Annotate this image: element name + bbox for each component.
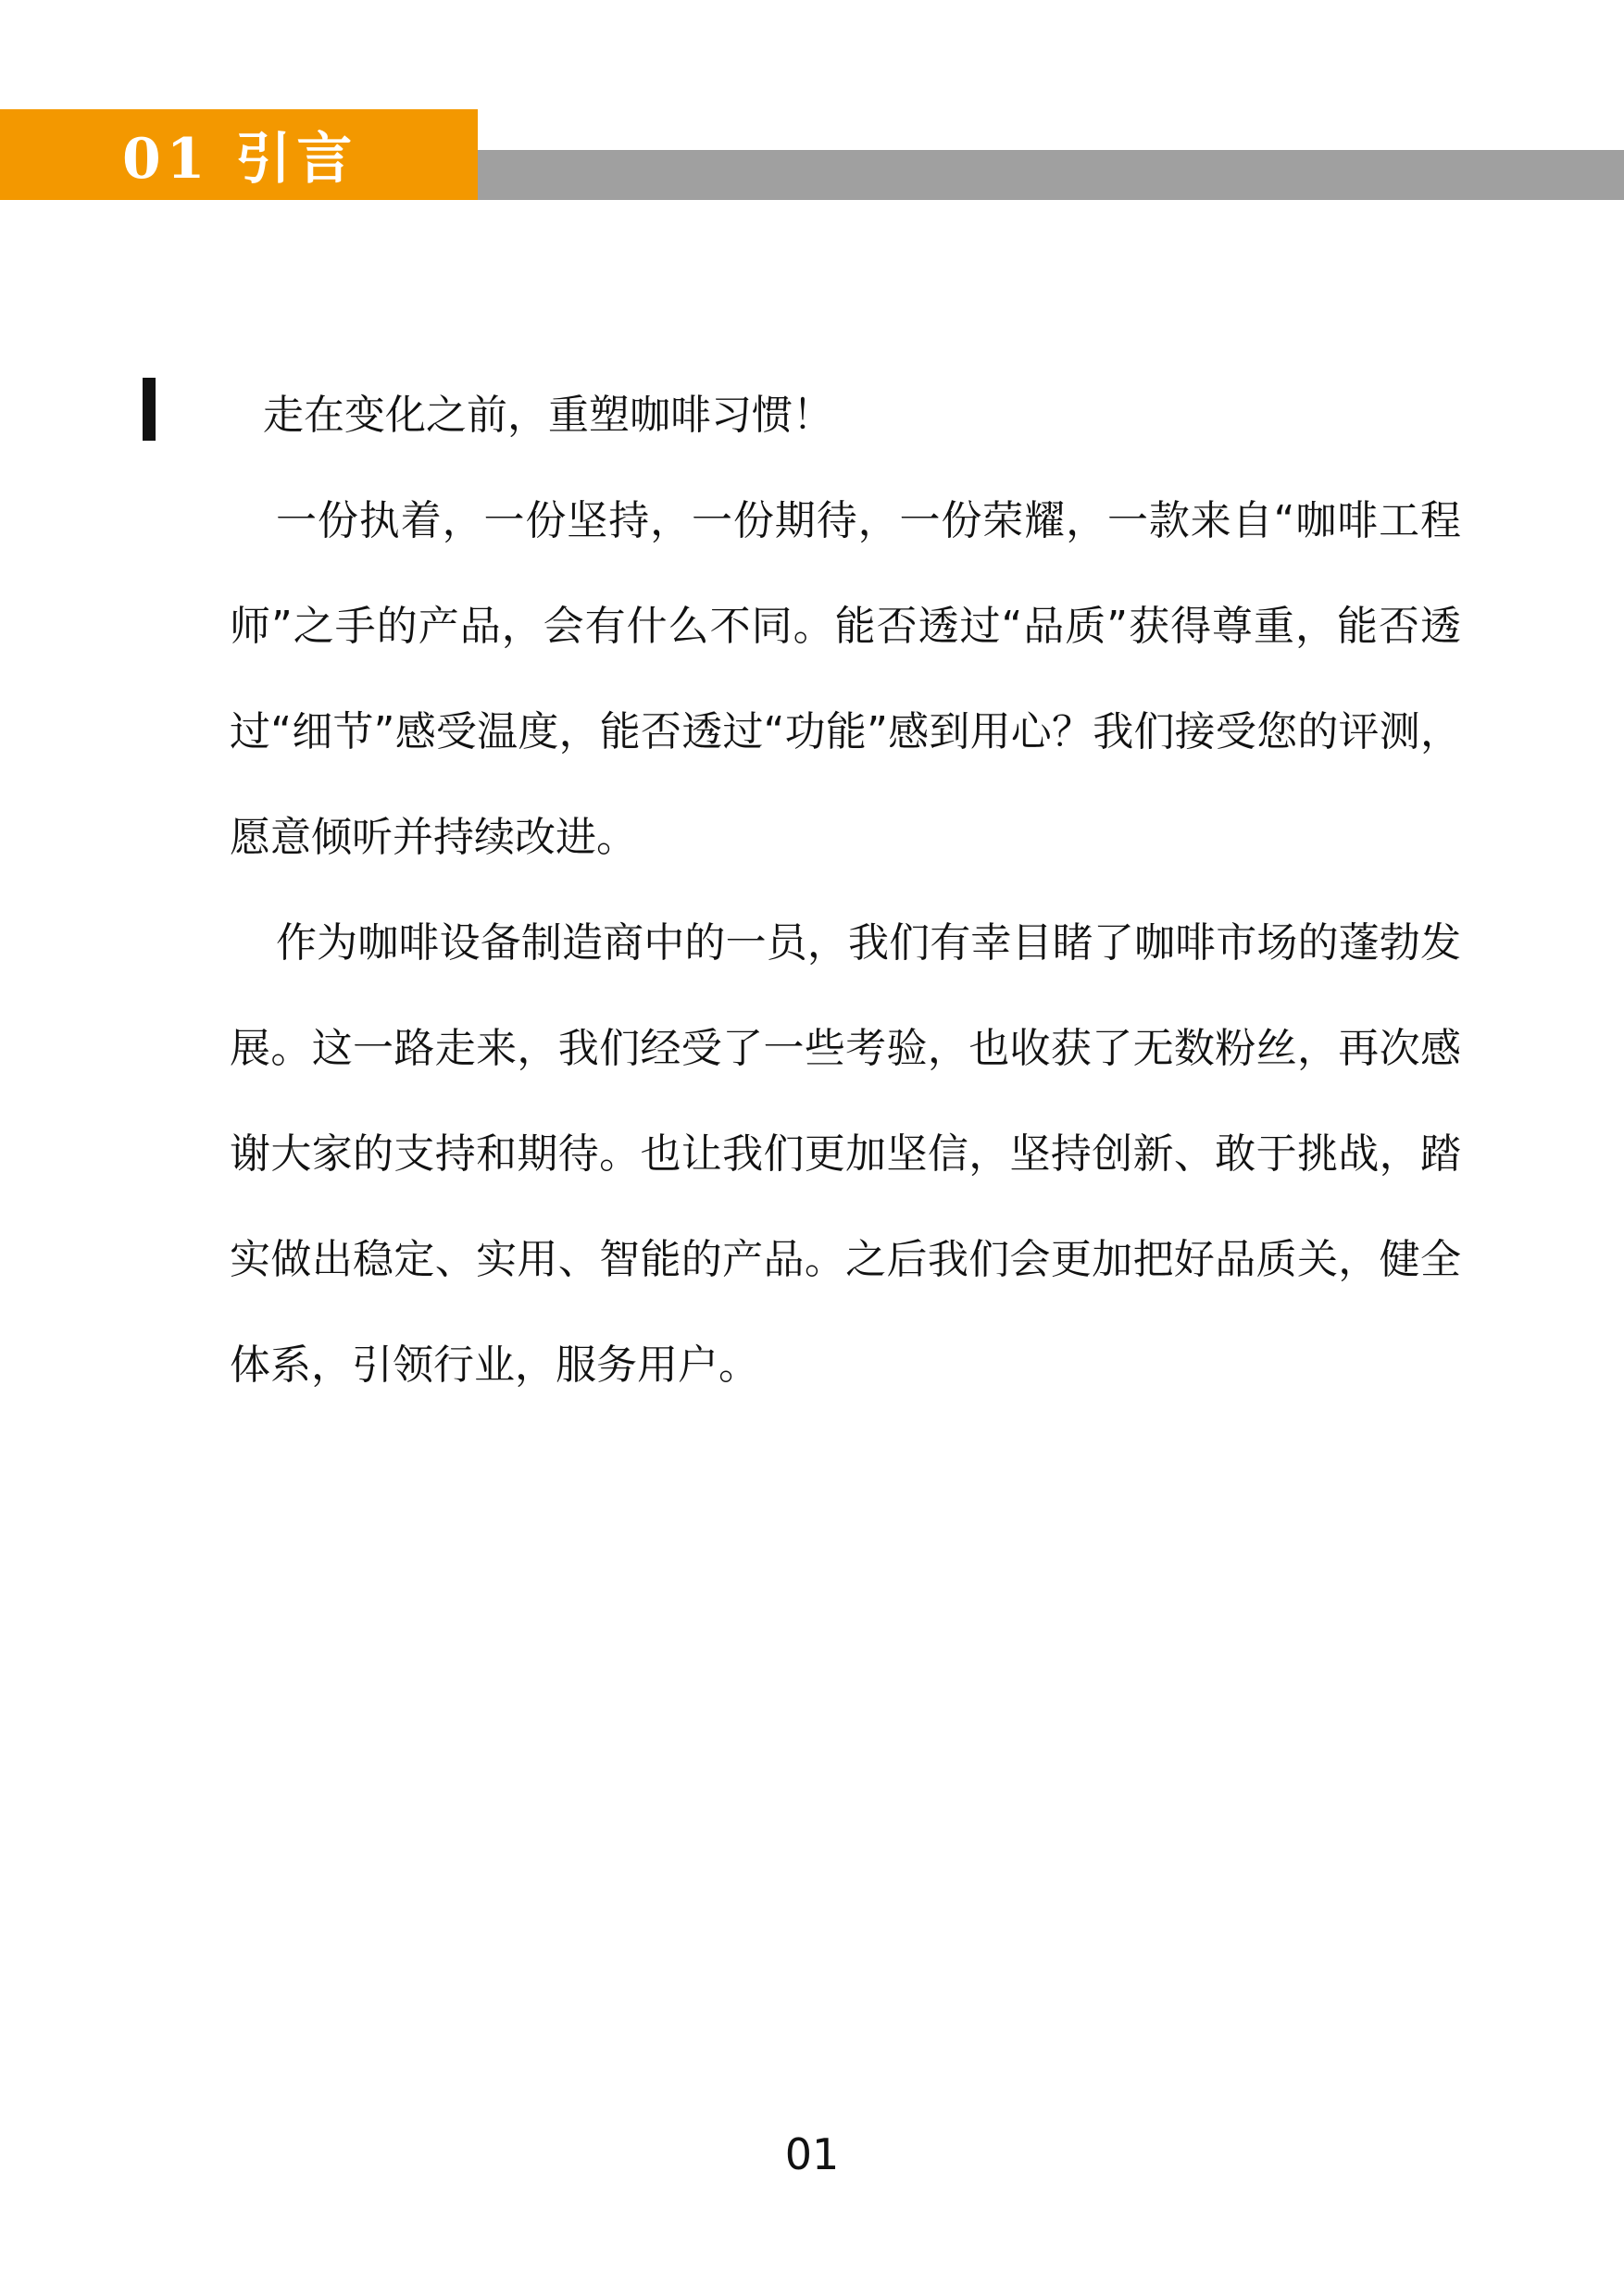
- intro-paragraph: 作为咖啡设备制造商中的一员，我们有幸目睹了咖啡市场的蓬勃发展。这一路走来，我们经受了一些考验，也收获了无数粉丝，再次感谢大家的支持和期待。也让我们更加坚信，坚持创新、敢于挑战，踏实做出稳定、实用、智能的产品。之后我们会更加把好品质关，健全体系，引领行业，服务用户。: [230, 919, 1461, 1389]
- page-number: 01: [784, 2129, 840, 2179]
- intro-slogan: 走在变化之前，重塑咖啡习惯！: [263, 392, 833, 439]
- quote-bar-icon: [143, 378, 156, 441]
- section-title: 01 引言: [122, 127, 358, 192]
- intro-paragraph: 一份执着，一份坚持，一份期待，一份荣耀，一款来自“咖啡工程师”之手的产品，会有什么不同。能否透过“品质”获得尊重，能否透过“细节”感受温度，能否透过“功能”感到用心？我们接受您的评测，愿意倾听并持续改进。: [230, 497, 1461, 861]
- intro-content: [230, 363, 1461, 1418]
- section-header-tab: [0, 109, 478, 200]
- header-divider-bar: [478, 150, 1624, 200]
